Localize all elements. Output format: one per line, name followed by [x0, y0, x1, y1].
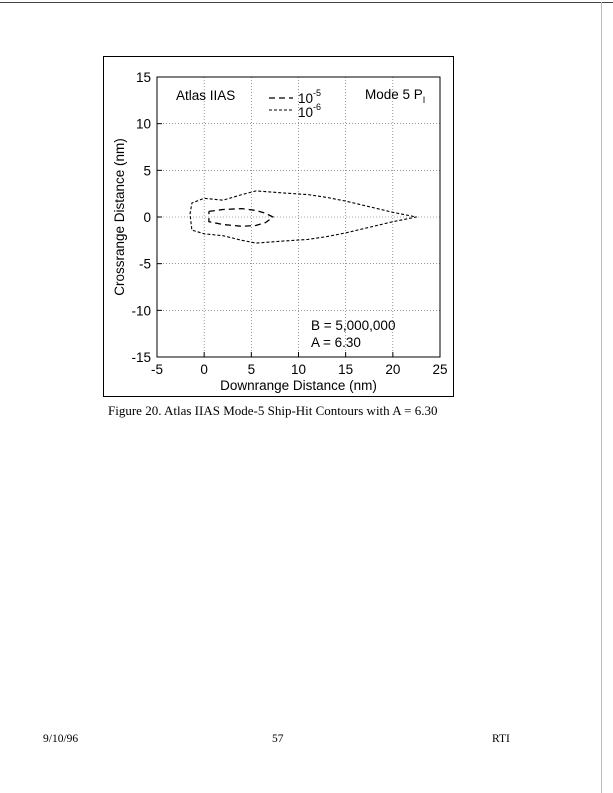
y-tick-label: -5: [138, 256, 151, 272]
y-tick-label: 10: [135, 116, 151, 132]
a-value-label: A = 6.30: [311, 335, 361, 350]
b-value-label: B = 5,000,000: [311, 318, 396, 333]
y-axis-label: Crossrange Distance (nm): [112, 138, 127, 296]
x-tick-label: 20: [385, 362, 401, 377]
mode-label-main: Mode 5 P: [365, 87, 423, 102]
figure-caption: Figure 20. Atlas IIAS Mode-5 Ship-Hit Contours with A = 6.30: [108, 403, 438, 418]
y-tick-label: 15: [135, 70, 151, 85]
legend-label-1e-6: [298, 102, 321, 120]
vehicle-label: Atlas IIAS: [176, 88, 236, 103]
tick-layer: [131, 70, 447, 377]
contour-line-1e-5: [209, 209, 273, 227]
legend-exp-1: -5: [313, 88, 322, 98]
x-tick-label: 25: [432, 362, 448, 377]
legend-base-1: 10: [298, 91, 314, 106]
footer-organization: RTI: [492, 733, 510, 745]
y-tick-label: 5: [143, 163, 151, 179]
mode-label: [365, 87, 425, 105]
footer-page-number: 57: [272, 733, 284, 745]
legend: [269, 88, 321, 120]
x-axis-label: Downrange Distance (nm): [220, 378, 377, 393]
x-tick-label: 10: [290, 362, 307, 377]
y-tick-label: 0: [143, 210, 151, 225]
legend-exp-2: -6: [313, 102, 322, 112]
y-tick-label: -10: [131, 303, 151, 319]
mode-label-subscript: I: [422, 95, 426, 105]
x-tick-label: -5: [150, 362, 164, 377]
legend-base-2: 10: [298, 105, 314, 120]
x-tick-label: 15: [338, 362, 354, 377]
x-tick-label: 0: [200, 362, 208, 377]
footer-date: 9/10/96: [43, 733, 79, 745]
y-tick-label: -15: [131, 350, 151, 365]
x-tick-label: 5: [247, 362, 256, 377]
